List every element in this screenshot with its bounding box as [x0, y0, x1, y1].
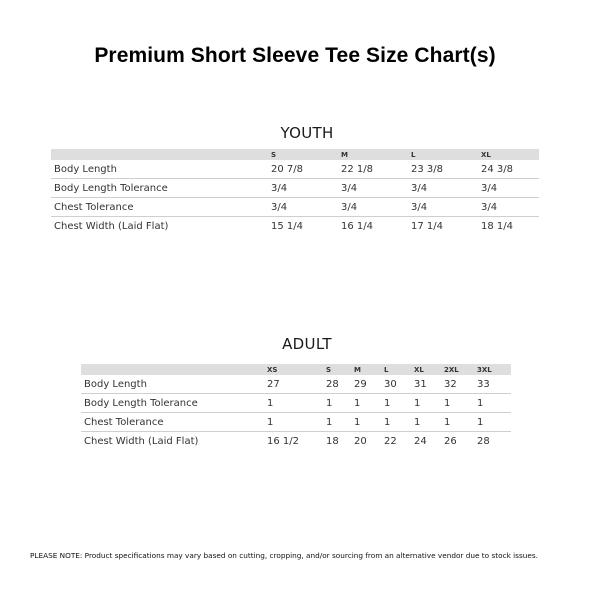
size-header: 2XL [444, 364, 477, 375]
table-cell: 1 [384, 413, 414, 432]
table-cell: 18 [326, 435, 339, 447]
table-cell: 1 [384, 394, 414, 413]
row-label: Body Length Tolerance [81, 394, 267, 413]
youth-section-title: YOUTH [280, 124, 334, 142]
table-cell: 3/4 [341, 179, 411, 198]
table-cell: 3/4 [411, 198, 481, 217]
table-cell: 31 [414, 375, 444, 394]
table-cell: 24 3/8 [481, 160, 539, 179]
table-cell: 33 [477, 375, 511, 394]
page-title: Premium Short Sleeve Tee Size Chart(s) [94, 44, 496, 67]
size-header: L [384, 364, 414, 375]
table-cell: 32 [444, 375, 477, 394]
table-row [81, 413, 511, 432]
table-cell: 1 [326, 394, 354, 413]
table-row [51, 179, 539, 198]
table-cell: 27 [267, 375, 326, 394]
table-cell: 1 [444, 413, 477, 432]
table-cell: 1 [267, 394, 326, 413]
size-header: XS [267, 364, 326, 375]
row-label: Body Length [51, 160, 271, 179]
table-cell: 3/4 [271, 179, 341, 198]
table-row [51, 198, 539, 217]
table-cell: 20 [354, 435, 367, 447]
table-cell: 1 [477, 394, 511, 413]
row-label: Chest Tolerance [81, 413, 267, 432]
table-cell: 20 7/8 [271, 160, 341, 179]
size-header: 3XL [477, 364, 511, 375]
row-label: Body Length Tolerance [51, 179, 271, 198]
youth-size-table [51, 149, 539, 235]
table-cell: 3/4 [411, 179, 481, 198]
table-cell: 1 [414, 394, 444, 413]
table-cell: 29 [354, 375, 384, 394]
header-label-cell [51, 149, 271, 160]
table-cell: 1 [354, 394, 384, 413]
table-cell: 1 [477, 413, 511, 432]
size-header: M [354, 364, 384, 375]
adult-section-title: ADULT [282, 335, 332, 353]
table-cell: 15 1/4 [271, 220, 303, 232]
table-cell: 3/4 [481, 198, 539, 217]
row-label: Chest Width (Laid Flat) [54, 220, 169, 232]
table-header-row [51, 149, 539, 160]
table-cell: 17 1/4 [411, 220, 443, 232]
table-cell: 3/4 [271, 198, 341, 217]
disclaimer-note: PLEASE NOTE: Product specifications may vary based on cutting, cropping, and/or sourcing from an alternative vendor due to stock issues. [30, 551, 538, 560]
table-cell: 3/4 [481, 179, 539, 198]
table-cell: 1 [326, 413, 354, 432]
table-cell: 28 [326, 375, 354, 394]
size-header: XL [414, 364, 444, 375]
table-cell: 26 [444, 435, 457, 447]
table-cell: 16 1/2 [267, 435, 299, 447]
table-cell: 30 [384, 375, 414, 394]
table-cell: 24 [414, 435, 427, 447]
table-cell: 23 3/8 [411, 160, 481, 179]
table-cell: 16 1/4 [341, 220, 373, 232]
row-label: Body Length [81, 375, 267, 394]
adult-size-table [81, 364, 511, 450]
table-row [81, 394, 511, 413]
table-cell: 28 [477, 435, 490, 447]
table-cell: 22 1/8 [341, 160, 411, 179]
table-cell: 1 [444, 394, 477, 413]
table-header-row [81, 364, 511, 375]
table-cell: 22 [384, 435, 397, 447]
row-label: Chest Tolerance [51, 198, 271, 217]
size-header: L [411, 149, 481, 160]
header-label-cell [81, 364, 267, 375]
table-cell: 1 [354, 413, 384, 432]
table-cell: 1 [414, 413, 444, 432]
size-header: M [341, 149, 411, 160]
table-cell: 3/4 [341, 198, 411, 217]
table-row [51, 217, 539, 236]
table-cell: 1 [267, 413, 326, 432]
size-header: S [326, 364, 354, 375]
table-cell: 18 1/4 [481, 220, 513, 232]
table-row [51, 160, 539, 179]
table-row [81, 375, 511, 394]
table-row [81, 432, 511, 451]
size-header: XL [481, 149, 539, 160]
row-label: Chest Width (Laid Flat) [84, 435, 199, 447]
size-header: S [271, 149, 341, 160]
